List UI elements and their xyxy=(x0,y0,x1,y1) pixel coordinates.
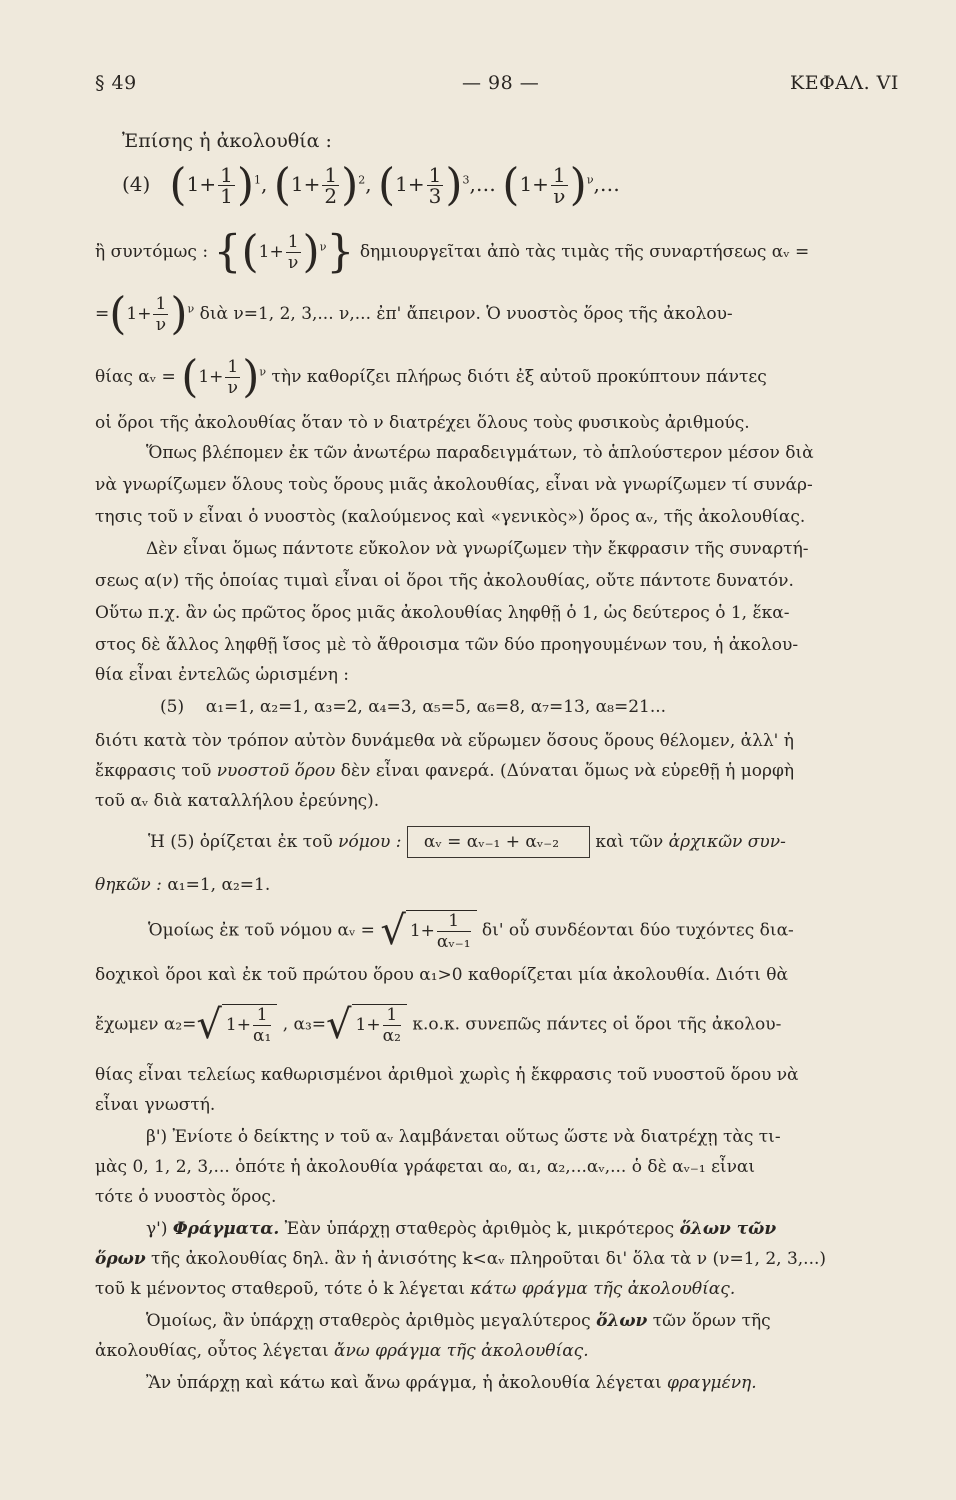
text-line: τοῦ αᵥ διὰ καταλλήλου ἐρεύνης). xyxy=(95,791,380,811)
equation-5-body: α₁=1, α₂=1, α₃=2, α₄=3, α₅=5, α₆=8, α₇=13, α₈=21... xyxy=(205,697,667,717)
law-prefix: Ἡ (5) ὁρίζεται ἐκ τοῦ xyxy=(148,832,339,852)
law-suffix-italic: ἀρχικῶν συν- xyxy=(668,832,786,852)
general-term-suffix: τὴν καθορίζει πλήρως διότι ἐξ αὐτοῦ προκύπτουν πάντες xyxy=(271,367,767,387)
exponent: 2 xyxy=(358,173,366,187)
equals-line: =(1+ $\frac{1}{\nu}$ )$^\nu$ διὰ ν=1, 2, 3,... ν,... ἐπ' ἄπειρον. Ὁ νυοστὸς ὅρος τῆς ἀκολου- xyxy=(95,288,733,340)
text-line xyxy=(146,1310,926,1332)
frac-den: 3 xyxy=(428,184,442,208)
text-span: γ') xyxy=(146,1219,173,1239)
frac-num: 1 xyxy=(227,357,239,377)
frac-num: 1 xyxy=(220,163,233,187)
brief-suffix: δημιουργεῖται ἀπὸ τὰς τιμὰς τῆς συναρτήσεως αᵥ = xyxy=(359,242,810,262)
frac-den: ν xyxy=(553,184,566,208)
text-line xyxy=(146,1372,926,1394)
text-span: δὲν εἶναι φανερά. (Δύναται ὅμως νὰ εὑρεθῇ ἡ μορφὴ xyxy=(335,761,795,781)
text-line: Ὅπως βλέπομεν ἐκ τῶν ἀνωτέρω παραδειγμάτων, τὸ ἁπλούστερον μέσον διὰ xyxy=(146,443,814,463)
text-line xyxy=(146,1218,926,1240)
equals-line-text: διὰ ν=1, 2, 3,... ν,... ἐπ' ἄπειρον. Ὁ νυοστὸς ὅρος τῆς ἀκολου- xyxy=(199,304,733,324)
bold-italic-span: ὅλων τῶν xyxy=(679,1219,777,1239)
frac-den: ν xyxy=(287,253,299,273)
frac-den: αᵥ₋₁ xyxy=(436,932,471,952)
frac-num: 1 xyxy=(383,1005,401,1026)
text-span: ἀκολουθίας, οὗτος λέγεται xyxy=(95,1341,335,1361)
text-span: Ἂν ὑπάρχῃ καὶ κάτω καὶ ἄνω φράγμα, ἡ ἀκολουθία λέγεται xyxy=(146,1373,668,1393)
frac-den: 2 xyxy=(324,184,338,208)
text-span: τῶν ὅρων τῆς xyxy=(647,1311,771,1331)
text-span: α₁=1, α₂=1. xyxy=(167,875,271,895)
equation-4: (4) (1+ $\frac{1}{1}$ )$^1$, (1+ $\frac{1}{2}$ )$^2$, (1+ $\frac{1}{3}$ )$^3$,… (1+ $\frac{1}{\nu}$ )$^\nu$,… xyxy=(122,159,620,211)
text-line xyxy=(95,1278,925,1300)
sqrt-law-prefix: Ὁμοίως ἐκ τοῦ νόμου αᵥ = xyxy=(148,920,375,941)
law-suffix: καὶ τῶν xyxy=(595,832,669,852)
text-span: ἔκφρασις τοῦ xyxy=(95,761,217,781)
text-line xyxy=(95,1340,925,1362)
text-line: θία εἶναι ἐντελῶς ὡρισμένη : xyxy=(95,665,350,685)
italic-span: κάτω φράγμα τῆς ἀκολουθίας. xyxy=(470,1279,736,1299)
exponent: ν xyxy=(187,302,195,316)
general-term-line: θίας αᵥ = (1+ $\frac{1}{\nu}$ )$^\nu$ τὴν καθορίζει πλήρως διότι ἐξ αὐτοῦ προκύπτουν πάντες xyxy=(95,351,767,403)
exponent: 3 xyxy=(462,173,470,187)
text-line xyxy=(95,760,925,782)
text-span: τῆς ἀκολουθίας δηλ. ἂν ἡ ἀνισότης k<αᵥ πληροῦται δι' ὅλα τὰ ν (ν=1, 2, 3,...) xyxy=(145,1249,827,1269)
brief-form-line: ἢ συντόμως : {(1+ $\frac{1}{\nu}$ )$^\nu$} δημιουργεῖται ἀπὸ τὰς τιμὰς τῆς συναρτήσεως αᵥ = xyxy=(95,226,810,278)
text-span: Ὁμοίως, ἂν ὑπάρχῃ σταθερὸς ἀριθμὸς μεγαλύτερος xyxy=(146,1311,597,1331)
general-term-prefix: θίας αᵥ = xyxy=(95,367,176,387)
frac-den: 1 xyxy=(220,184,233,208)
text-line: θίας εἶναι τελείως καθωρισμένοι ἀριθμοὶ χωρὶς ἡ ἔκφρασις τοῦ νυοστοῦ ὅρου νὰ xyxy=(95,1065,799,1085)
text-line: δοχικοὶ ὅροι καὶ ἐκ τοῦ πρώτου ὅρου α₁>0 καθορίζεται μία ἀκολουθία. Διότι θὰ xyxy=(95,965,789,985)
bold-italic-span: ὅρων xyxy=(95,1249,146,1269)
intro-line: Ἐπίσης ἡ ἀκολουθία : xyxy=(122,130,332,152)
text-line: εἶναι γνωστή. xyxy=(95,1095,216,1115)
text-line: νὰ γνωρίζωμεν ὅλους τοὺς ὅρους μιᾶς ἀκολουθίας, εἶναι νὰ γνωρίζωμεν τί συνάρ- xyxy=(95,475,813,495)
sqrt-terms-prefix: ἔχωμεν α₂= xyxy=(95,1014,197,1035)
frac-num: 1 xyxy=(324,163,338,187)
text-line: τησις τοῦ ν εἶναι ὁ νυοστὸς (καλούμενος καὶ «γενικὸς») ὅρος αᵥ, τῆς ἀκολουθίας. xyxy=(95,507,806,527)
text-line: β') Ἐνίοτε ὁ δείκτης ν τοῦ αᵥ λαμβάνεται οὕτως ὥστε νὰ διατρέχῃ τὰς τι- xyxy=(146,1127,781,1147)
text-line: Οὕτω π.χ. ἂν ὡς πρῶτος ὅρος μιᾶς ἀκολουθίας ληφθῇ ὁ 1, ὡς δεύτερος ὁ 1, ἕκα- xyxy=(95,603,790,623)
frac-num: 1 xyxy=(437,911,471,932)
text-line: Δὲν εἶναι ὅμως πάντοτε εὔκολον νὰ γνωρίζωμεν τὴν ἔκφρασιν τῆς συναρτή- xyxy=(146,539,809,559)
frac-den: ν xyxy=(227,378,238,398)
text-line xyxy=(95,1248,925,1270)
text-line: στος δὲ ἄλλος ληφθῇ ἴσος μὲ τὸ ἄθροισμα τῶν δύο προηγουμένων του, ἡ ἀκολου- xyxy=(95,635,799,655)
exponent: ν xyxy=(319,240,327,254)
frac-num: 1 xyxy=(155,294,167,314)
exponent: 1 xyxy=(253,173,261,187)
italic-span: θηκῶν : xyxy=(95,875,168,895)
sqrt-terms-line: ἔχωμεν α₂=√ 1+ $\frac{1}{\text{α₁}}$ , α₃=√ 1+ $\frac{1}{\text{α₂}}$ κ.ο.κ. συνεπῶς πάντες οἱ ὅροι τῆς ἀκολου- xyxy=(95,1002,782,1048)
exponent: ν xyxy=(586,173,594,187)
frac-num: 1 xyxy=(287,232,299,252)
law-line xyxy=(148,826,956,858)
equation-4-label: (4) xyxy=(122,172,151,196)
frac-num: 1 xyxy=(253,1005,271,1026)
text-span: Ἐὰν ὑπάρχῃ σταθερὸς ἀριθμὸς k, μικρότερος xyxy=(279,1219,680,1239)
frac-den: α₂ xyxy=(382,1026,401,1046)
recurrence-formula: αᵥ = αᵥ₋₁ + αᵥ₋₂ xyxy=(423,832,560,852)
frac-num: 1 xyxy=(428,163,442,187)
frac-den: α₁ xyxy=(252,1026,272,1046)
law-italic: νόμου : xyxy=(338,832,402,852)
text-line: τότε ὁ νυοστὸς ὅρος. xyxy=(95,1187,277,1207)
italic-span: ἄνω φράγμα τῆς ἀκολουθίας. xyxy=(334,1341,589,1361)
brief-prefix: ἢ συντόμως : xyxy=(95,242,209,262)
text-line: μὰς 0, 1, 2, 3,... ὁπότε ἡ ἀκολουθία γράφεται α₀, α₁, α₂,...αᵥ,... ὁ δὲ αᵥ₋₁ εἶναι xyxy=(95,1157,756,1177)
text-line xyxy=(95,874,925,896)
sqrt-law-suffix: δι' οὗ συνδέονται δύο τυχόντες δια- xyxy=(481,920,794,941)
text-span: τοῦ k μένοντος σταθεροῦ, τότε ὁ k λέγεται xyxy=(95,1279,471,1299)
frac-den: ν xyxy=(155,315,167,335)
sqrt-terms-middle: , α₃= xyxy=(282,1014,327,1035)
equation-5 xyxy=(160,696,956,718)
page-number: — 98 — xyxy=(462,72,540,94)
bold-italic-span: ὅλων xyxy=(596,1311,648,1331)
text-line: οἱ ὅροι τῆς ἀκολουθίας ὅταν τὸ ν διατρέχει ὅλους τοὺς φυσικοὺς ἀριθμούς. xyxy=(95,413,750,433)
equation-5-label: (5) xyxy=(160,697,185,717)
chapter-label: ΚΕΦΑΛ. VI xyxy=(790,72,899,94)
exponent: ν xyxy=(259,365,267,379)
section-number: § 49 xyxy=(95,72,137,94)
sqrt-terms-suffix: κ.ο.κ. συνεπῶς πάντες οἱ ὅροι τῆς ἀκολου- xyxy=(412,1014,782,1035)
text-line: διότι κατὰ τὸν τρόπον αὐτὸν δυνάμεθα νὰ εὕρωμεν ὅσους ὅρους θέλομεν, ἀλλ' ἡ xyxy=(95,731,794,751)
frac-num: 1 xyxy=(552,163,566,187)
text-line: σεως α(ν) τῆς ὁποίας τιμαὶ εἶναι οἱ ὅροι τῆς ἀκολουθίας, οὔτε πάντοτε δυνατόν. xyxy=(95,571,794,591)
recurrence-box xyxy=(407,826,590,858)
italic-span: φραγμένη. xyxy=(667,1373,757,1393)
bold-italic-span: Φράγματα. xyxy=(172,1219,280,1239)
italic-span: νυοστοῦ ὅρου xyxy=(216,761,336,781)
sqrt-law-line: Ὁμοίως ἐκ τοῦ νόμου αᵥ = √ 1+ $\frac{1}{\text{αᵥ₋₁}}$ δι' οὗ συνδέονται δύο τυχόντες δια- xyxy=(148,908,794,954)
